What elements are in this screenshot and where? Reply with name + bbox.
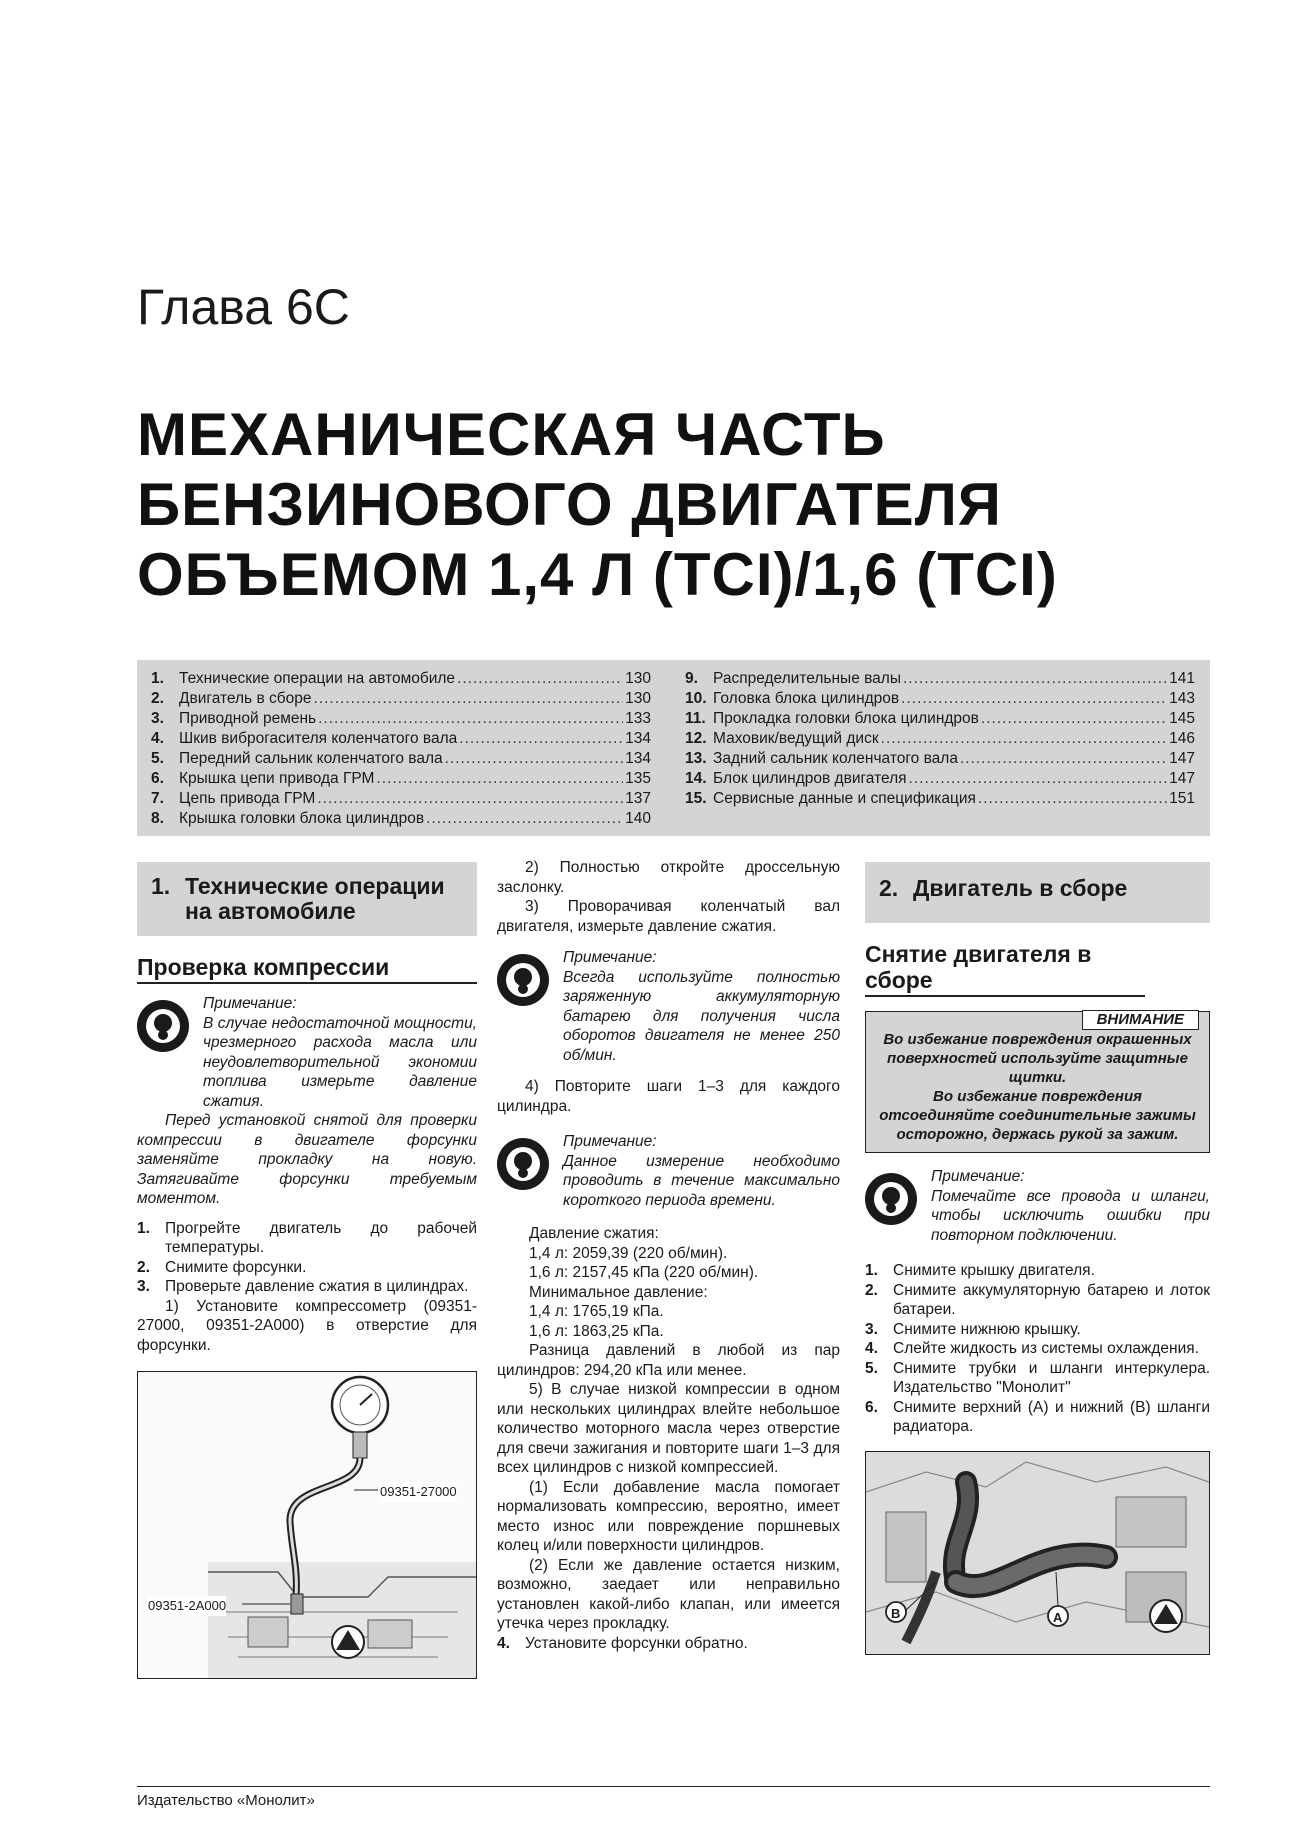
note-body: В случае недостаточной мощности, чрезмерного расхода масла или неудовлетворительной экономии топлива измерьте давление сжатия. [203, 1014, 477, 1110]
toc-item [685, 789, 1195, 809]
column-3 [865, 862, 1210, 1655]
toc-label: Цепь привода ГРМ [179, 790, 316, 807]
note-block [137, 994, 477, 1111]
toc-item [151, 689, 651, 709]
chapter-title [137, 400, 1217, 610]
toc-num: 7. [151, 790, 164, 807]
toc-label: Крышка цепи привода ГРМ [179, 770, 375, 787]
subheading-engine-removal: Снятие двигателя в сборе [865, 941, 1145, 997]
step-text: Прогрейте двигатель до рабочей температуры. [165, 1219, 477, 1256]
toc-page: 151 [1169, 790, 1195, 807]
title-line: БЕНЗИНОВОГО ДВИГАТЕЛЯ [137, 471, 1002, 538]
toc-label: Передний сальник коленчатого вала [179, 750, 443, 767]
toc-leader [376, 769, 623, 789]
paragraph: (2) Если же давление остается низким, возможно, заедает или неправильно установлен какой-либо клапан, или имеется утечка через прокладку. [497, 1556, 840, 1632]
toc-item [151, 749, 651, 769]
table-of-contents [137, 660, 1210, 836]
step-number: 6. [865, 1398, 878, 1416]
step-text: Установите форсунки обратно. [525, 1634, 748, 1652]
toc-page: 143 [1169, 690, 1195, 707]
step-text: Снимите нижнюю крышку. [893, 1320, 1081, 1338]
callout-label: A [1053, 1609, 1063, 1625]
step-text: Снимите трубки и шланги интеркулера. Издательство "Монолит" [893, 1359, 1210, 1396]
toc-item [685, 709, 1195, 729]
toc-page: 135 [625, 770, 651, 787]
note-title: Примечание: [931, 1168, 1025, 1185]
toc-label: Задний сальник коленчатого вала [713, 750, 958, 767]
spec-line: 1,4 л: 2059,39 (220 об/мин). [529, 1244, 728, 1262]
toc-leader [981, 709, 1167, 729]
toc-item [685, 769, 1195, 789]
toc-page: 134 [625, 730, 651, 747]
note-body: Всегда используйте полностью заряженную аккумуляторную батарею для получения числа оборотов двигателя не менее 250 об/мин. [563, 968, 840, 1064]
toc-label: Двигатель в сборе [179, 690, 312, 707]
step-text: Проверьте давление сжатия в цилиндрах. [165, 1278, 469, 1295]
step-item [865, 1281, 1210, 1320]
toc-leader [426, 809, 623, 829]
toc-item [685, 729, 1195, 749]
step-list [865, 1261, 1210, 1437]
toc-label: Блок цилиндров двигателя [713, 770, 907, 787]
lightbulb-icon [865, 1173, 917, 1225]
step-item [497, 1634, 840, 1654]
step-text: Снимите аккумуляторную батарею и лоток батареи. [893, 1281, 1210, 1318]
warning-text: Во избежание повреждения окрашенных поверхностей используйте защитные щитки. [883, 1031, 1192, 1086]
paragraph: 5) В случае низкой компрессии в одном или нескольких цилиндрах влейте небольшое количество моторного масла через отверстие для свечи зажигания и повторите шаги 1–3 для всех цилиндров с низкой компрессией. [497, 1381, 840, 1476]
toc-leader [909, 769, 1168, 789]
step-list [137, 1219, 477, 1297]
spec-line: Давление сжатия: [529, 1225, 659, 1242]
toc-item [685, 669, 1195, 689]
paragraph: 4) Повторите шаги 1–3 для каждого цилиндра. [497, 1078, 840, 1115]
note-title: Примечание: [203, 995, 297, 1012]
note-title: Примечание: [563, 1133, 657, 1150]
toc-label: Технические операции на автомобиле [179, 670, 456, 687]
section-heading-1 [137, 862, 477, 936]
toc-leader [901, 689, 1167, 709]
toc-label: Распределительные валы [713, 670, 901, 687]
pressure-specs [497, 1224, 840, 1341]
substep-text: 1) Установите компрессометр (09351-27000, 09351-2A000) в отверстие для форсунки. [137, 1297, 477, 1354]
step-number: 2. [865, 1281, 878, 1299]
toc-item [685, 689, 1195, 709]
toc-num: 2. [151, 690, 164, 707]
toc-right-column [685, 669, 1195, 809]
column-1 [137, 862, 477, 1679]
toc-num: 13. [685, 750, 707, 767]
note-body: Помечайте все провода и шланги, чтобы исключить ошибки при повторном подключении. [931, 1187, 1210, 1244]
toc-num: 5. [151, 750, 164, 767]
spec-line: Минимальное давление: [529, 1283, 708, 1301]
toc-leader [903, 669, 1167, 689]
compressometer-figure [137, 1371, 477, 1679]
column-2 [497, 858, 840, 1653]
toc-item [151, 789, 651, 809]
section-title: Технические операции на автомобиле [185, 873, 445, 924]
figure-label: 09351-2A000 [148, 1596, 226, 1616]
section-title: Двигатель в сборе [913, 875, 1128, 901]
step-number: 3. [865, 1320, 878, 1338]
toc-item [151, 809, 651, 829]
toc-num: 8. [151, 810, 164, 827]
toc-label: Головка блока цилиндров [713, 690, 900, 707]
toc-leader [459, 729, 623, 749]
figure-label: 09351-27000 [380, 1482, 457, 1502]
toc-page: 145 [1169, 710, 1195, 727]
toc-num: 4. [151, 730, 164, 747]
toc-label: Маховик/ведущий диск [713, 730, 879, 747]
toc-page: 130 [625, 670, 651, 687]
toc-left-column [151, 669, 651, 829]
step-item [865, 1398, 1210, 1437]
toc-item [151, 669, 651, 689]
note-body: Данное измерение необходимо проводить в течение максимально короткого периода времени. [563, 1152, 840, 1209]
toc-page: 130 [625, 690, 651, 707]
step-text: Снимите крышку двигателя. [893, 1262, 1095, 1279]
warning-title: ВНИМАНИЕ [1082, 1010, 1199, 1030]
callout-label: B [891, 1605, 901, 1621]
title-line: МЕХАНИЧЕСКАЯ ЧАСТЬ [137, 401, 886, 468]
title-line: ОБЪЕМОМ 1,4 Л (TCI)/1,6 (TCI) [137, 541, 1058, 608]
step-number: 4. [865, 1340, 878, 1357]
toc-page: 147 [1169, 750, 1195, 767]
toc-num: 15. [685, 790, 707, 807]
toc-page: 147 [1169, 770, 1195, 787]
step-item [137, 1258, 477, 1278]
step-item [865, 1261, 1210, 1281]
toc-item [685, 749, 1195, 769]
section-heading-2 [865, 862, 1210, 923]
note-block [865, 1167, 1210, 1245]
step-number: 3. [137, 1278, 150, 1295]
note-block [497, 1132, 840, 1210]
toc-item [151, 709, 651, 729]
toc-page: 146 [1169, 730, 1195, 747]
paragraph: (1) Если добавление масла помогает нормализовать компрессию, вероятно, имеет место износ или повреждение поршневых колец и/или поверхности цилиндров. [497, 1478, 840, 1554]
step-item [137, 1277, 477, 1297]
toc-leader [317, 789, 623, 809]
warning-text: Во избежание повреждения отсоединяйте соединительные зажимы осторожно, держась рукой за зажим. [879, 1088, 1196, 1143]
toc-page: 140 [625, 810, 651, 827]
step-item [865, 1320, 1210, 1340]
toc-num: 14. [685, 770, 707, 787]
toc-label: Приводной ремень [179, 710, 317, 727]
toc-label: Шкив виброгасителя коленчатого вала [179, 730, 458, 747]
note-block [497, 948, 840, 1065]
step-text: Снимите форсунки. [165, 1258, 307, 1276]
spec-line: 1,4 л: 1765,19 кПа. [529, 1303, 664, 1320]
toc-num: 6. [151, 770, 164, 787]
step-item [865, 1359, 1210, 1398]
step-number: 1. [137, 1219, 150, 1237]
section-number: 1. [151, 873, 171, 899]
footer-publisher: Издательство «Монолит» [137, 1792, 315, 1809]
compressometer-illustration [138, 1372, 476, 1678]
step-text: Слейте жидкость из системы охлаждения. [893, 1340, 1199, 1357]
toc-num: 12. [685, 730, 707, 747]
warning-box [865, 1011, 1210, 1153]
toc-num: 9. [685, 670, 698, 687]
lightbulb-icon [497, 954, 549, 1006]
note-body-continued: Перед установкой снятой для проверки компрессии в двигателе форсунки заменяйте прокладку на новую. Затягивайте форсунки требуемым моментом. [137, 1112, 477, 1207]
toc-item [151, 729, 651, 749]
radiator-hoses-figure [865, 1451, 1210, 1655]
footer-divider [137, 1786, 1210, 1787]
step-text: Снимите верхний (A) и нижний (B) шланги радиатора. [893, 1398, 1210, 1435]
toc-label: Прокладка головки блока цилиндров [713, 710, 979, 727]
paragraph: 2) Полностью откройте дроссельную заслонку. [497, 859, 840, 896]
toc-leader [457, 669, 623, 689]
toc-leader [978, 789, 1167, 809]
toc-page: 134 [625, 750, 651, 767]
step-number: 4. [497, 1634, 510, 1652]
lightbulb-icon [137, 1000, 189, 1052]
chapter-label: Глава 6С [137, 279, 350, 335]
toc-leader [313, 689, 623, 709]
step-item [865, 1339, 1210, 1359]
step-item [137, 1219, 477, 1258]
spec-line: 1,6 л: 2157,45 кПа (220 об/мин). [529, 1264, 759, 1281]
toc-leader [881, 729, 1167, 749]
toc-page: 137 [625, 790, 651, 807]
step-number: 1. [865, 1262, 878, 1279]
radiator-hoses-illustration [866, 1452, 1209, 1654]
toc-label: Сервисные данные и спецификация [713, 790, 976, 807]
section-number: 2. [879, 875, 899, 901]
toc-num: 3. [151, 710, 164, 727]
toc-num: 11. [685, 710, 706, 727]
step-number: 5. [865, 1359, 878, 1377]
toc-page: 133 [625, 710, 651, 727]
toc-leader [445, 749, 623, 769]
toc-leader [960, 749, 1167, 769]
toc-label: Крышка головки блока цилиндров [179, 810, 425, 827]
toc-page: 141 [1169, 670, 1195, 687]
toc-item [151, 769, 651, 789]
note-title: Примечание: [563, 949, 657, 966]
toc-num: 1. [151, 670, 164, 687]
toc-num: 10. [685, 690, 707, 707]
step-number: 2. [137, 1258, 150, 1276]
spec-line: 1,6 л: 1863,25 кПа. [529, 1322, 664, 1340]
paragraph: Разница давлений в любой из пар цилиндров: 294,20 кПа или менее. [497, 1342, 840, 1379]
paragraph: 3) Проворачивая коленчатый вал двигателя, измерьте давление сжатия. [497, 898, 840, 935]
lightbulb-icon [497, 1138, 549, 1190]
subheading-compression-check: Проверка компрессии [137, 954, 477, 984]
toc-leader [318, 709, 623, 729]
